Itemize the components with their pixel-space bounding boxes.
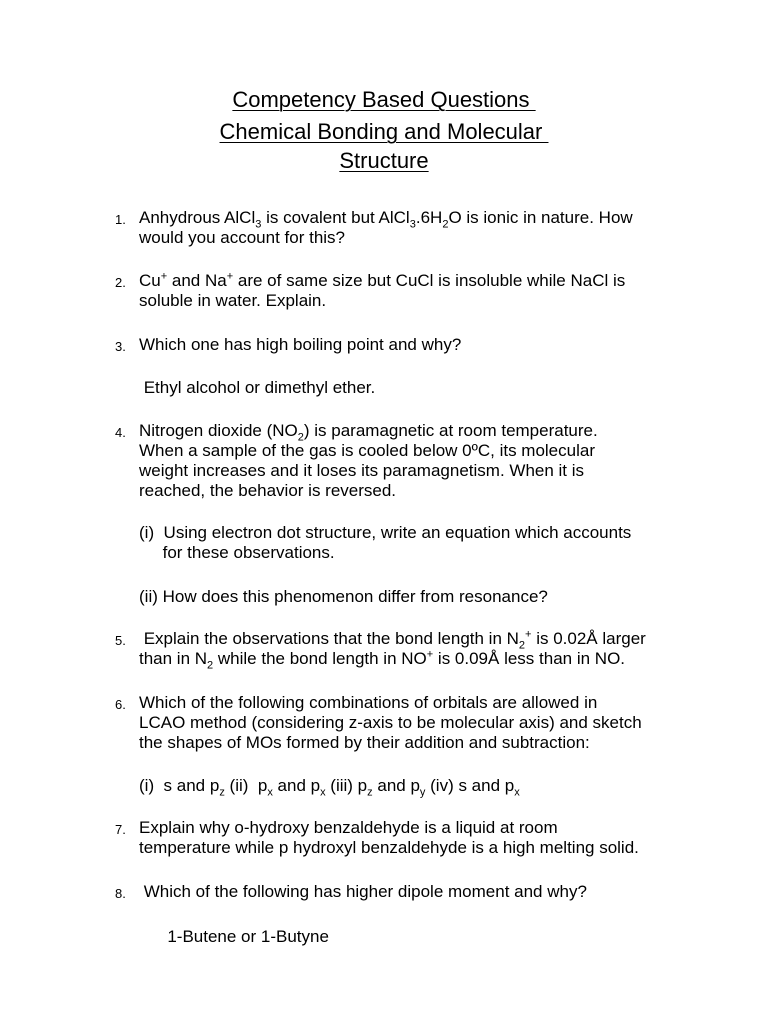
question-text-line: would you account for this? bbox=[139, 228, 346, 247]
subquestion-i-cont: for these observations. bbox=[139, 543, 335, 562]
question-number: 7. bbox=[115, 822, 126, 837]
question-text-line: Explain why o-hydroxy benzaldehyde is a liquid at room bbox=[139, 818, 558, 837]
question-text-line: When a sample of the gas is cooled below 0ºC, its molecular bbox=[139, 441, 595, 460]
question-text-line: reached, the behavior is reversed. bbox=[139, 481, 397, 500]
question-number: 3. bbox=[115, 339, 126, 354]
question-number: 2. bbox=[115, 275, 126, 290]
question-number: 4. bbox=[115, 425, 126, 440]
question-text-line: Anhydrous AlCl$_3$ is covalent but $AlCl_3.6H_2O$ is ionic in nature. How bbox=[139, 208, 633, 231]
question-text-line: LCAO method (considering z-axis to be molecular axis) and sketch bbox=[139, 713, 642, 732]
question-text-line: weight increases and it loses its paramagnetism. When it is bbox=[139, 461, 585, 480]
question-text-line: Explain the observations that the bond length in $N_2^+$ is 0.02Å larger bbox=[139, 628, 646, 652]
subquestion-ii: (ii) How does this phenomenon differ from resonance? bbox=[139, 587, 548, 606]
question-number: 6. bbox=[115, 697, 126, 712]
question-text-line: Which one has high boiling point and why? bbox=[139, 335, 462, 354]
title-line-1: Competency Based Questions bbox=[232, 87, 536, 112]
title-line-2: Chemical Bonding and Molecular bbox=[219, 119, 549, 144]
question-number: 5. bbox=[115, 633, 126, 648]
question-text-line: than in $N_2$ while the bond length in NO+ is 0.09Å less than in NO. bbox=[139, 648, 626, 672]
orbital-options: (i) s and $p_z$ (ii) $p_x$ and $p_x$ (iii) $p_z$ and $p_y$ (iv) s and $p_x$ bbox=[139, 776, 520, 799]
title-line-3: Structure bbox=[339, 148, 429, 173]
question-text-line: Cu+ and Na+ are of same size but CuCl is insoluble while NaCl is bbox=[139, 270, 626, 290]
question-text-line: the shapes of MOs formed by their addition and subtraction: bbox=[139, 733, 590, 752]
question-option: 1-Butene or 1-Butyne bbox=[139, 927, 329, 946]
subquestion-i: (i) Using electron dot structure, write an equation which accounts bbox=[139, 523, 632, 542]
question-option: Ethyl alcohol or dimethyl ether. bbox=[139, 378, 376, 397]
question-text-line: temperature while p hydroxyl benzaldehyde is a high melting solid. bbox=[139, 838, 639, 857]
question-text-line: Which of the following combinations of orbitals are allowed in bbox=[139, 693, 598, 712]
question-text-line: Which of the following has higher dipole moment and why? bbox=[139, 882, 587, 901]
question-text-line: soluble in water. Explain. bbox=[139, 291, 327, 310]
question-number: 8. bbox=[115, 886, 126, 901]
question-number: 1. bbox=[115, 212, 126, 227]
question-text-line: Nitrogen dioxide $(NO_2)$ is paramagnetic at room temperature. bbox=[139, 421, 598, 444]
